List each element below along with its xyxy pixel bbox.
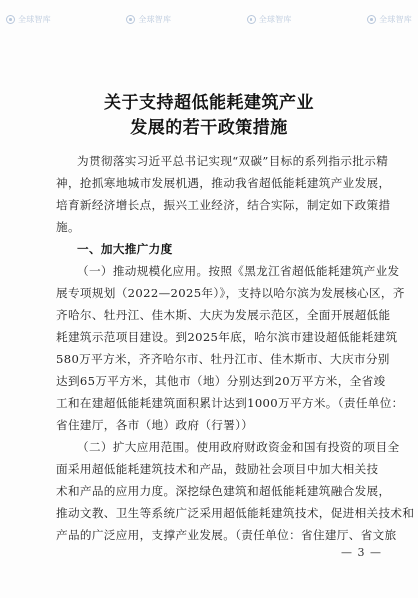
watermark-text: 全球智库 <box>138 15 172 24</box>
paragraph-1-line: （一）推动规模化应用。按照《黑龙江省超低能耗建筑产业发 <box>77 264 400 278</box>
watermark <box>367 14 412 25</box>
paragraph-2-line: （二）扩大应用范围。使用政府财政资金和国有投资的项目全 <box>77 440 400 454</box>
watermark-logo-icon <box>6 15 15 24</box>
intro-line: 为贯彻落实习近平总书记实现“双碳”目标的系列指示批示精 <box>77 154 389 168</box>
watermark <box>6 14 51 25</box>
paragraph-1-line: 工和在建超低能耗建筑面积累计达到1000万平方米。（责任单位： <box>56 396 404 410</box>
paragraph-2-line: 术和产品的应用力度。深挖绿色建筑和超低能耗建筑融合发展， <box>56 484 391 498</box>
intro-line: 施。 <box>56 220 80 234</box>
watermark-logo-icon <box>367 15 376 24</box>
paragraph-2-line: 产品的广泛应用，支撑产业发展。（责任单位：省住建厅、省文旅 <box>56 528 397 542</box>
page-number: — 3 — <box>341 546 382 559</box>
watermark-logo-icon <box>247 15 256 24</box>
paragraph-1-line: 580万平方米，齐齐哈尔市、牡丹江市、佳木斯市、大庆市分别 <box>56 352 390 366</box>
intro-line: 培育新经济增长点，振兴工业经济，结合实际，制定如下政策措 <box>56 198 391 212</box>
document-title-line-2: 发展的若干政策措施 <box>130 118 288 138</box>
watermark <box>126 14 171 25</box>
watermark-text: 全球智库 <box>258 15 292 24</box>
watermark-text: 全球智库 <box>18 15 51 24</box>
watermark-text: 全球智库 <box>379 15 412 24</box>
section-heading: 一、加大推广力度 <box>77 242 173 256</box>
document-body <box>56 150 415 546</box>
paragraph-1-line: 耗建筑示范项目建设。到2025年底，哈尔滨市建设超低能耗建筑 <box>56 330 398 344</box>
paragraph-1-line: 达到65万平方米，其他市（地）分别达到20万平方米，全省竣 <box>56 374 386 388</box>
paragraph-1-line: 展专项规划（2022—2025年）》，支持以哈尔滨为发展核心区，齐 <box>56 286 405 300</box>
paragraph-2-line: 推动文教、卫生等系统广泛采用超低能耗建筑技术，促进相关技术和 <box>56 506 415 520</box>
paragraph-1-line: 省住建厅，各市（地）政府（行署）） <box>56 418 254 432</box>
paragraph-1-line: 齐哈尔、牡丹江、佳木斯、大庆为发展示范区，全面开展超低能 <box>56 308 391 322</box>
intro-line: 神，抢抓寒地城市发展机遇，推动我省超低能耗建筑产业发展， <box>56 176 391 190</box>
paragraph-2-line: 面采用超低能耗建筑技术和产品，鼓励社会项目中加大相关技 <box>56 462 379 476</box>
watermark-logo-icon <box>126 15 135 24</box>
watermark-row <box>6 14 412 25</box>
watermark <box>247 14 292 25</box>
document-title-line-1: 关于支持超低能耗建筑产业 <box>104 93 314 113</box>
